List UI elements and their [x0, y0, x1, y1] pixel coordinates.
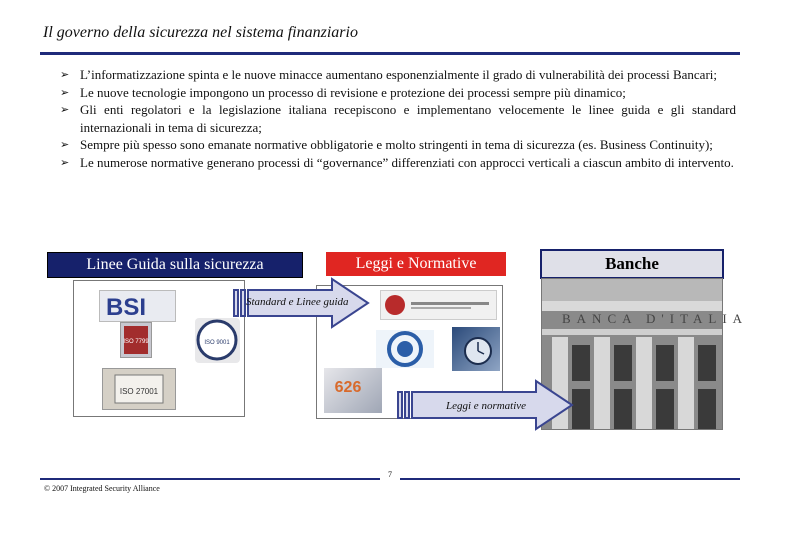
arrow-leggi-label: Leggi e normative — [446, 400, 527, 412]
leggi-normative-label: Leggi e Normative — [326, 252, 506, 276]
bullet-item: ➢ Le numerose normative generano processi di “governance” differenziati con approcci verticali a ciascun ambito di intervento. — [60, 154, 736, 172]
bank-facade-lettering: BANCA D'ITALIA — [562, 311, 749, 326]
svg-text:626: 626 — [334, 379, 362, 396]
bank-association-graphic — [381, 291, 496, 319]
banca-italia-graphic — [376, 330, 434, 368]
banche-label: Banche — [540, 249, 724, 279]
page-number: 7 — [388, 470, 392, 479]
svg-text:ISO 27001: ISO 27001 — [119, 387, 159, 396]
bullet-item: ➢ Sempre più spesso sono emanate normative obbligatorie e molto stringenti in tema di sicurezza (es. Business Continuity); — [60, 136, 736, 154]
iso27001-graphic — [103, 369, 175, 409]
law-626-image — [324, 368, 382, 413]
bullet-item: ➢ Le nuove tecnologie impongono un processo di revisione e protezione dei processi sempre più dinamico; — [60, 84, 736, 102]
footer-rule-right — [400, 478, 740, 480]
slide-title: Il governo della sicurezza nel sistema finanziario — [43, 24, 358, 41]
bank-association-logo — [380, 290, 497, 320]
linee-guida-label: Linee Guida sulla sicurezza — [47, 252, 303, 278]
title-rule — [40, 52, 740, 55]
iso27001-logo — [102, 368, 176, 410]
bsi-logo — [99, 290, 176, 322]
law-626-graphic — [324, 368, 382, 413]
bullet-item: ➢ L’informatizzazione spinta e le nuove minacce aumentano esponenzialmente il grado di vulnerabilità dei processi Bancari; — [60, 66, 736, 84]
watch-photo — [452, 327, 500, 371]
svg-text:BSI: BSI — [106, 294, 147, 321]
svg-text:ISO 9001: ISO 9001 — [204, 340, 230, 346]
footer-rule-left — [40, 478, 380, 480]
svg-text:ISO 7799: ISO 7799 — [123, 339, 149, 345]
copyright-notice: © 2007 Integrated Security Alliance — [44, 484, 160, 493]
bullet-list — [60, 66, 736, 171]
bsi-logo-graphic — [100, 291, 175, 321]
banca-italia-logo — [376, 330, 434, 368]
bullet-item: ➢ Gli enti regolatori e la legislazione italiana recepiscono e implementano velocemente le linee guida e gli standard internazionali in tema di sicurezza; — [60, 101, 736, 136]
watch-graphic — [452, 327, 500, 371]
arrow-standard-label: Standard e Linee guida — [246, 296, 349, 308]
iso7799-graphic — [121, 323, 151, 357]
iso7799-logo — [120, 322, 152, 358]
